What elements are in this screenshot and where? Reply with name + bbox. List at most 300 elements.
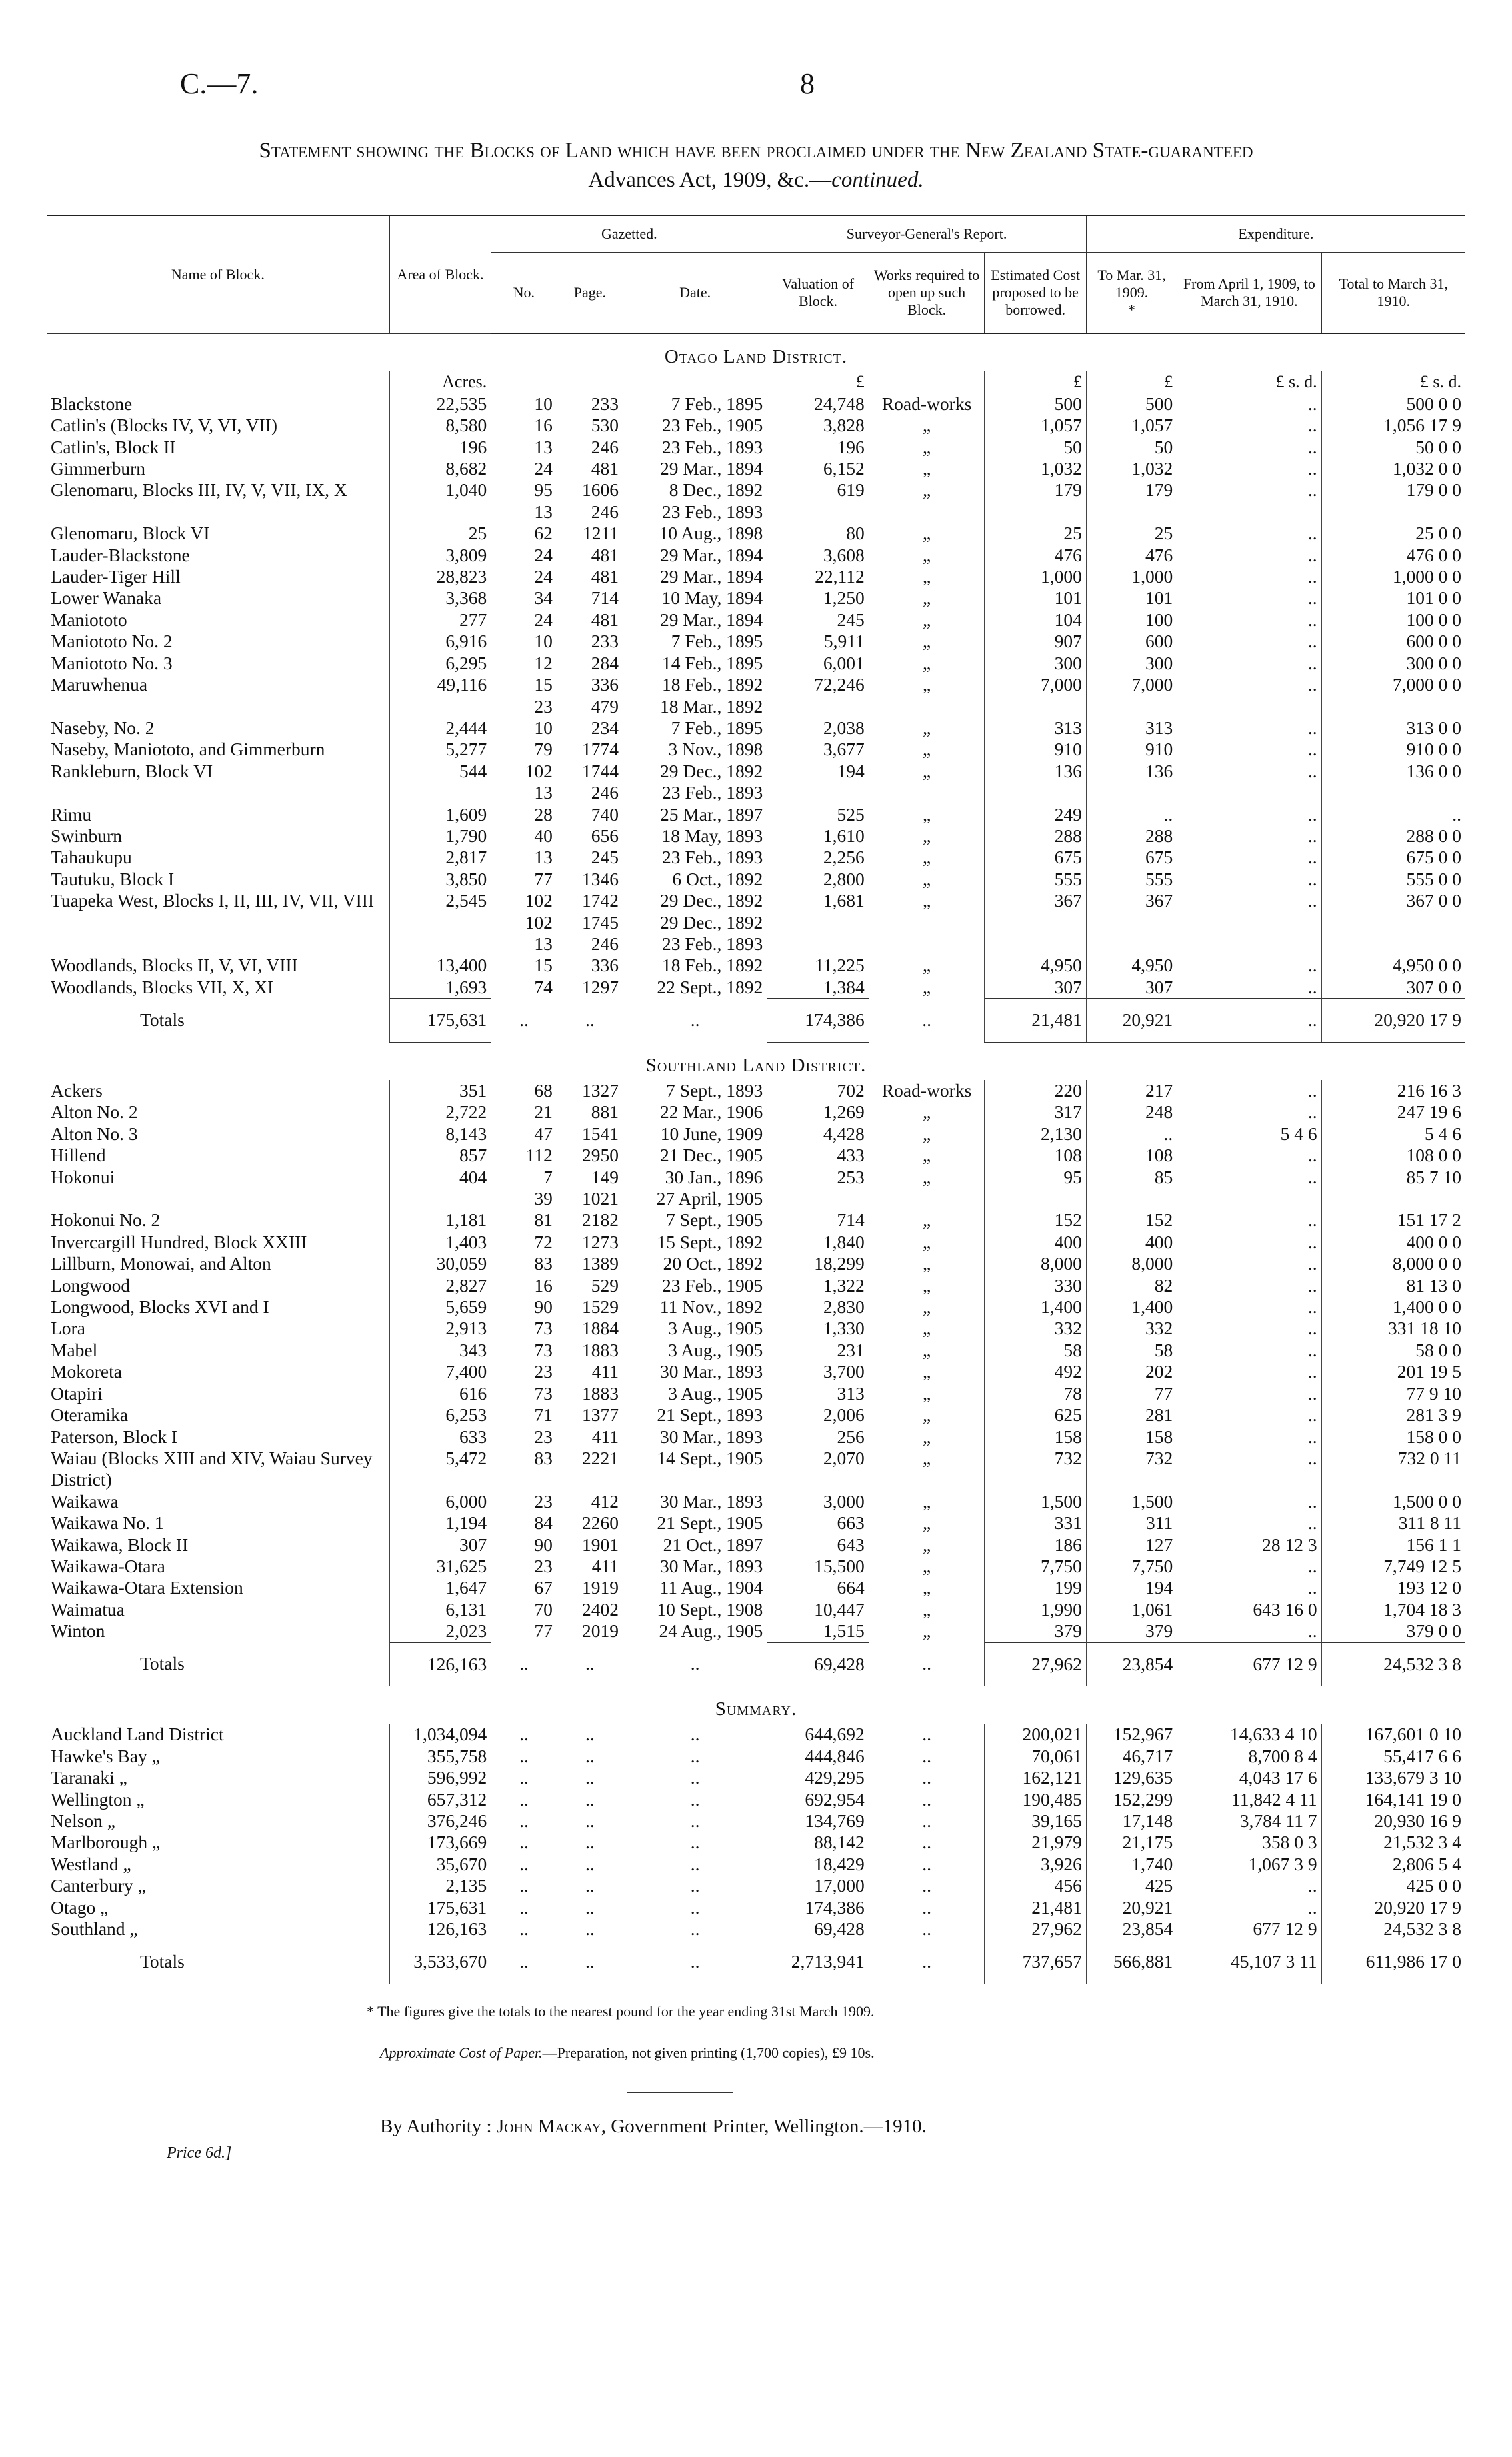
from-april-cell: .. xyxy=(1177,804,1321,825)
from-april-cell: .. xyxy=(1177,609,1321,631)
block-name: Woodlands, Blocks II, V, VI, VIII xyxy=(51,955,298,976)
col-expenditure: Expenditure. xyxy=(1086,215,1465,253)
estimated-cell: 675 xyxy=(985,847,1086,868)
gazette-date-cell: 20 Oct., 1892 xyxy=(623,1253,767,1274)
to-mar-cell: 910 xyxy=(1086,739,1177,760)
from-april-cell: .. xyxy=(1177,545,1321,566)
works-cell: „ xyxy=(869,761,985,804)
gazette-date-cell: 3 Aug., 1905 xyxy=(623,1340,767,1361)
area-cell: 343 xyxy=(389,1340,491,1361)
estimated-cell: 136 xyxy=(985,761,1086,804)
to-mar-cell: 4,950 xyxy=(1086,955,1177,976)
total-cell: 24,532 3 8 xyxy=(1321,1918,1465,1940)
block-name: Auckland Land District xyxy=(51,1724,224,1745)
gazette-no-cell: .. xyxy=(491,1832,557,1853)
col-survey: Surveyor-General's Report. xyxy=(767,215,1087,253)
works-cell: „ xyxy=(869,1275,985,1296)
from-april-cell: 1,067 3 9 xyxy=(1177,1854,1321,1875)
from-april-cell: .. xyxy=(1177,955,1321,976)
area-cell: 1,034,094 xyxy=(389,1724,491,1745)
col-estimated: Estimated Cost proposed to be borrowed. xyxy=(985,253,1086,334)
total-cell: .. xyxy=(1321,804,1465,825)
valuation-cell: 69,428 xyxy=(767,1918,869,1940)
block-name: Alton No. 2 xyxy=(51,1101,138,1123)
table-row xyxy=(47,1448,1465,1491)
gazette-page-cell: .. xyxy=(557,1897,623,1918)
gazette-date-cell: 14 Sept., 1905 xyxy=(623,1448,767,1491)
totals-page: .. xyxy=(557,999,623,1042)
valuation-cell: 3,608 xyxy=(767,545,869,566)
gazette-date-cell: 23 Feb., 1905 xyxy=(623,1275,767,1296)
gazette-no-cell: 24 xyxy=(491,609,557,631)
gazette-no-cell: 28 xyxy=(491,804,557,825)
block-name: Otapiri xyxy=(51,1382,103,1404)
total-cell: 193 12 0 xyxy=(1321,1577,1465,1598)
area-cell: 2,817 xyxy=(389,847,491,868)
estimated-cell: 492 xyxy=(985,1361,1086,1382)
valuation-cell: 17,000 xyxy=(767,1875,869,1896)
totals-label: Totals xyxy=(140,1009,185,1030)
total-cell: 1,000 0 0 xyxy=(1321,566,1465,587)
statement-title xyxy=(47,136,1465,195)
gazette-no-cell: 62 xyxy=(491,523,557,544)
gazette-date-cell: 23 Feb., 1893 xyxy=(623,437,767,458)
totals-valuation: 69,428 xyxy=(767,1642,869,1686)
table-row xyxy=(47,1123,1465,1145)
area-cell: 6,131 xyxy=(389,1599,491,1620)
gazette-page-cell: 1327 xyxy=(557,1080,623,1101)
block-name: Woodlands, Blocks VII, X, XI xyxy=(51,976,274,997)
summary-heading-row xyxy=(47,1686,1465,1724)
gazette-no-cell: 34 xyxy=(491,587,557,609)
gazette-page-cell: .. xyxy=(557,1724,623,1745)
table-row xyxy=(47,415,1465,436)
block-name: Mabel xyxy=(51,1339,98,1360)
works-cell: „ xyxy=(869,653,985,674)
blocks-table xyxy=(47,215,1465,1984)
title-line-2: Advances Act, 1909, &c.—continued. xyxy=(588,168,924,192)
from-april-cell: 4,043 17 6 xyxy=(1177,1767,1321,1788)
to-mar-cell: 8,000 xyxy=(1086,1253,1177,1274)
from-april-cell: .. xyxy=(1177,717,1321,739)
document-reference: C.—7. xyxy=(180,67,259,100)
block-name: Waimatua xyxy=(51,1598,125,1620)
gazette-date-cell: 3 Aug., 1905 xyxy=(623,1383,767,1404)
works-cell: „ xyxy=(869,1577,985,1598)
works-cell: „ xyxy=(869,1448,985,1491)
block-name: Blackstone xyxy=(51,393,133,414)
from-april-cell: .. xyxy=(1177,761,1321,804)
table-row xyxy=(47,1746,1465,1767)
total-cell: 58 0 0 xyxy=(1321,1340,1465,1361)
gazette-date-cell: 18 May, 1893 xyxy=(623,825,767,847)
table-row xyxy=(47,1556,1465,1577)
gazette-no-cell: 68 xyxy=(491,1080,557,1101)
totals-no: .. xyxy=(491,999,557,1042)
document-page xyxy=(47,67,1465,2162)
works-cell: „ xyxy=(869,1512,985,1534)
totals-date: .. xyxy=(623,999,767,1042)
unit-cell: Acres. xyxy=(389,371,491,393)
gazette-date-cell: 29 Mar., 1894 xyxy=(623,566,767,587)
estimated-cell: 317 xyxy=(985,1101,1086,1123)
totals-from-april: .. xyxy=(1177,999,1321,1042)
southland-totals-row xyxy=(47,1642,1465,1686)
block-name: Lora xyxy=(51,1318,85,1339)
estimated-cell: 476 xyxy=(985,545,1086,566)
area-cell: 6,253 xyxy=(389,1404,491,1426)
table-row xyxy=(47,1854,1465,1875)
to-mar-cell: 1,032 xyxy=(1086,458,1177,479)
from-april-cell: .. xyxy=(1177,1340,1321,1361)
gazette-no-cell: .. xyxy=(491,1746,557,1767)
total-cell: 151 17 2 xyxy=(1321,1209,1465,1231)
total-cell: 400 0 0 xyxy=(1321,1232,1465,1253)
estimated-cell: 3,926 xyxy=(985,1854,1086,1875)
table-row xyxy=(47,869,1465,890)
totals-area: 175,631 xyxy=(389,999,491,1042)
totals-total: 20,920 17 9 xyxy=(1321,999,1465,1042)
valuation-cell: 22,112 xyxy=(767,566,869,587)
gazette-no-cell: 23 xyxy=(491,1361,557,1382)
totals-valuation: 174,386 xyxy=(767,999,869,1042)
gazette-page-cell: 1744 246 xyxy=(557,761,623,804)
gazette-no-cell: 24 xyxy=(491,458,557,479)
gazette-page-cell: 411 xyxy=(557,1361,623,1382)
table-row xyxy=(47,977,1465,999)
valuation-cell: 2,256 xyxy=(767,847,869,868)
works-cell: „ xyxy=(869,1426,985,1448)
area-cell: 1,693 xyxy=(389,977,491,999)
estimated-cell: 220 xyxy=(985,1080,1086,1101)
gazette-date-cell: 18 Feb., 1892 18 Mar., 1892 xyxy=(623,674,767,717)
gazette-page-cell: 1884 xyxy=(557,1318,623,1339)
gazette-page-cell: 1377 xyxy=(557,1404,623,1426)
from-april-cell: .. xyxy=(1177,1620,1321,1642)
works-cell: „ xyxy=(869,1491,985,1512)
gazette-page-cell: 149 1021 xyxy=(557,1167,623,1210)
estimated-cell: 330 xyxy=(985,1275,1086,1296)
gazette-page-cell: 412 xyxy=(557,1491,623,1512)
estimated-cell: 70,061 xyxy=(985,1746,1086,1767)
unit-cell: £ s. d. xyxy=(1321,371,1465,393)
works-cell: „ xyxy=(869,1101,985,1123)
valuation-cell: 15,500 xyxy=(767,1556,869,1577)
gazette-date-cell: 8 Dec., 1892 23 Feb., 1893 xyxy=(623,479,767,523)
block-name: Maniototo No. 3 xyxy=(51,652,173,673)
gazette-page-cell: 2221 xyxy=(557,1448,623,1491)
block-name: Invercargill Hundred, Block XXIII xyxy=(51,1231,307,1252)
to-mar-cell: 600 xyxy=(1086,631,1177,652)
from-april-cell: .. xyxy=(1177,415,1321,436)
works-cell: „ xyxy=(869,1123,985,1145)
table-row xyxy=(47,1620,1465,1642)
area-cell: 30,059 xyxy=(389,1253,491,1274)
area-cell: 1,790 xyxy=(389,825,491,847)
gazette-page-cell: 881 xyxy=(557,1101,623,1123)
totals-date: .. xyxy=(623,1642,767,1686)
estimated-cell: 7,750 xyxy=(985,1556,1086,1577)
valuation-cell: 1,515 xyxy=(767,1620,869,1642)
total-cell: 732 0 11 xyxy=(1321,1448,1465,1491)
otago-heading-row xyxy=(47,333,1465,371)
from-april-cell: .. xyxy=(1177,1296,1321,1318)
valuation-cell: 525 xyxy=(767,804,869,825)
gazette-no-cell: 16 xyxy=(491,1275,557,1296)
gazette-date-cell: 30 Jan., 1896 27 April, 1905 xyxy=(623,1167,767,1210)
gazette-date-cell: 11 Aug., 1904 xyxy=(623,1577,767,1598)
gazette-no-cell: 10 xyxy=(491,393,557,415)
unit-cell: £ s. d. xyxy=(1177,371,1321,393)
to-mar-cell: 1,057 xyxy=(1086,415,1177,436)
table-row xyxy=(47,393,1465,415)
estimated-cell: 50 xyxy=(985,437,1086,458)
from-april-cell: .. xyxy=(1177,1491,1321,1512)
works-cell: „ xyxy=(869,1167,985,1210)
area-cell: 1,040 xyxy=(389,479,491,523)
gazette-no-cell: .. xyxy=(491,1854,557,1875)
totals-estimated: 27,962 xyxy=(985,1642,1086,1686)
gazette-no-cell: .. xyxy=(491,1918,557,1940)
works-cell: „ xyxy=(869,1361,985,1382)
estimated-cell: 367 xyxy=(985,890,1086,955)
works-cell: .. xyxy=(869,1724,985,1745)
to-mar-cell: 85 xyxy=(1086,1167,1177,1210)
works-cell: „ xyxy=(869,1318,985,1339)
estimated-cell: 108 xyxy=(985,1145,1086,1166)
valuation-cell: 1,330 xyxy=(767,1318,869,1339)
gazette-no-cell: 90 xyxy=(491,1296,557,1318)
block-name: Longwood xyxy=(51,1274,131,1296)
works-cell: .. xyxy=(869,1832,985,1853)
from-april-cell: .. xyxy=(1177,1080,1321,1101)
footnote: * The figures give the totals to the nearest pound for the year ending 31st March 1909. xyxy=(367,2002,875,2020)
block-name: Waikawa xyxy=(51,1490,119,1512)
estimated-cell: 332 xyxy=(985,1318,1086,1339)
gazette-no-cell: 23 xyxy=(491,1491,557,1512)
valuation-cell: 134,769 xyxy=(767,1810,869,1832)
col-page: Page. xyxy=(557,253,623,334)
from-april-cell: .. xyxy=(1177,523,1321,544)
gazette-date-cell: 10 May, 1894 xyxy=(623,587,767,609)
total-cell: 1,704 18 3 xyxy=(1321,1599,1465,1620)
gazette-date-cell: 21 Sept., 1893 xyxy=(623,1404,767,1426)
gazette-date-cell: .. xyxy=(623,1832,767,1853)
gazette-date-cell: .. xyxy=(623,1810,767,1832)
gazette-date-cell: 3 Nov., 1898 xyxy=(623,739,767,760)
estimated-cell: 1,032 xyxy=(985,458,1086,479)
total-cell: 367 0 0 xyxy=(1321,890,1465,955)
works-cell: „ xyxy=(869,1253,985,1274)
gazette-date-cell: 30 Mar., 1893 xyxy=(623,1491,767,1512)
gazette-date-cell: .. xyxy=(623,1746,767,1767)
to-mar-cell: 46,717 xyxy=(1086,1746,1177,1767)
works-cell: Road-works xyxy=(869,393,985,415)
gazette-no-cell: 12 xyxy=(491,653,557,674)
from-april-cell: .. xyxy=(1177,437,1321,458)
table-row xyxy=(47,1145,1465,1166)
area-cell: 2,135 xyxy=(389,1875,491,1896)
to-mar-cell: 217 xyxy=(1086,1080,1177,1101)
gazette-no-cell: 102 102 13 xyxy=(491,890,557,955)
area-cell: 31,625 xyxy=(389,1556,491,1577)
gazette-date-cell: 7 Feb., 1895 xyxy=(623,393,767,415)
area-cell: 3,368 xyxy=(389,587,491,609)
gazette-no-cell: 15 xyxy=(491,955,557,976)
gazette-no-cell: 67 xyxy=(491,1577,557,1598)
estimated-cell: 7,000 xyxy=(985,674,1086,717)
from-april-cell: .. xyxy=(1177,890,1321,955)
valuation-cell: 253 xyxy=(767,1167,869,1210)
gazette-date-cell: 7 Sept., 1893 xyxy=(623,1080,767,1101)
col-no: No. xyxy=(491,253,557,334)
valuation-cell: 644,692 xyxy=(767,1724,869,1745)
total-cell: 133,679 3 10 xyxy=(1321,1767,1465,1788)
block-name: Marlborough „ xyxy=(51,1832,161,1853)
block-name: Hillend xyxy=(51,1145,106,1166)
gazette-date-cell: 18 Feb., 1892 xyxy=(623,955,767,976)
gazette-no-cell: 95 13 xyxy=(491,479,557,523)
total-cell: 5 4 6 xyxy=(1321,1123,1465,1145)
gazette-date-cell: 30 Mar., 1893 xyxy=(623,1556,767,1577)
total-cell: 20,930 16 9 xyxy=(1321,1810,1465,1832)
page-number: 8 xyxy=(800,67,815,100)
gazette-date-cell: 7 Feb., 1895 xyxy=(623,717,767,739)
area-cell: 3,850 xyxy=(389,869,491,890)
area-cell: 35,670 xyxy=(389,1854,491,1875)
valuation-cell: 643 xyxy=(767,1534,869,1556)
summary-totals-row xyxy=(47,1940,1465,1984)
area-cell: 2,545 xyxy=(389,890,491,955)
area-cell: 633 xyxy=(389,1426,491,1448)
table-row xyxy=(47,1426,1465,1448)
to-mar-cell: 194 xyxy=(1086,1577,1177,1598)
area-cell: 6,295 xyxy=(389,653,491,674)
total-cell: 156 1 1 xyxy=(1321,1534,1465,1556)
block-name: Catlin's, Block II xyxy=(51,436,176,457)
district-heading: Summary. xyxy=(715,1698,797,1720)
block-name: Lauder-Tiger Hill xyxy=(51,566,181,587)
estimated-cell: 95 xyxy=(985,1167,1086,1210)
gazette-date-cell: 7 Feb., 1895 xyxy=(623,631,767,652)
to-mar-cell: 288 xyxy=(1086,825,1177,847)
total-cell: 7,749 12 5 xyxy=(1321,1556,1465,1577)
unit-cell: £ xyxy=(985,371,1086,393)
total-cell: 20,920 17 9 xyxy=(1321,1897,1465,1918)
valuation-cell: 18,299 xyxy=(767,1253,869,1274)
valuation-cell: 2,038 xyxy=(767,717,869,739)
from-april-cell: .. xyxy=(1177,1145,1321,1166)
valuation-cell: 3,677 xyxy=(767,739,869,760)
table-row xyxy=(47,825,1465,847)
from-april-cell: 5 4 6 xyxy=(1177,1123,1321,1145)
estimated-cell: 313 xyxy=(985,717,1086,739)
total-cell: 379 0 0 xyxy=(1321,1620,1465,1642)
table-row xyxy=(47,631,1465,652)
gazette-no-cell: .. xyxy=(491,1810,557,1832)
area-cell: 2,023 xyxy=(389,1620,491,1642)
table-row xyxy=(47,1232,1465,1253)
valuation-cell: 1,610 xyxy=(767,825,869,847)
total-cell: 288 0 0 xyxy=(1321,825,1465,847)
gazette-page-cell: 1389 xyxy=(557,1253,623,1274)
area-cell: 8,143 xyxy=(389,1123,491,1145)
from-april-cell: .. xyxy=(1177,1512,1321,1534)
gazette-no-cell: .. xyxy=(491,1724,557,1745)
table-row xyxy=(47,458,1465,479)
col-from-april: From April 1, 1909, to March 31, 1910. xyxy=(1177,253,1321,334)
from-april-cell: .. xyxy=(1177,1253,1321,1274)
to-mar-cell: 58 xyxy=(1086,1340,1177,1361)
total-cell: 167,601 0 10 xyxy=(1321,1724,1465,1745)
gazette-page-cell: .. xyxy=(557,1767,623,1788)
total-cell: 1,032 0 0 xyxy=(1321,458,1465,479)
works-cell: „ xyxy=(869,717,985,739)
table-row xyxy=(47,1534,1465,1556)
area-cell: 1,403 xyxy=(389,1232,491,1253)
from-april-cell: .. xyxy=(1177,1897,1321,1918)
works-cell: „ xyxy=(869,1145,985,1166)
to-mar-cell: 300 xyxy=(1086,653,1177,674)
block-name: Taranaki „ xyxy=(51,1767,127,1788)
from-april-cell: .. xyxy=(1177,393,1321,415)
gazette-no-cell: .. xyxy=(491,1897,557,1918)
total-cell: 136 0 0 xyxy=(1321,761,1465,804)
gazette-page-cell: 336 479 xyxy=(557,674,623,717)
valuation-cell: 1,322 xyxy=(767,1275,869,1296)
works-cell: „ xyxy=(869,674,985,717)
valuation-cell: 444,846 xyxy=(767,1746,869,1767)
unit-cell xyxy=(869,371,985,393)
to-mar-cell: 281 xyxy=(1086,1404,1177,1426)
total-cell: 311 8 11 xyxy=(1321,1512,1465,1534)
to-mar-cell: 100 xyxy=(1086,609,1177,631)
table-row xyxy=(47,1296,1465,1318)
estimated-cell: 39,165 xyxy=(985,1810,1086,1832)
from-april-cell: .. xyxy=(1177,479,1321,523)
gazette-page-cell: 481 xyxy=(557,566,623,587)
table-row xyxy=(47,1810,1465,1832)
to-mar-cell: 152 xyxy=(1086,1209,1177,1231)
gazette-page-cell: 1774 xyxy=(557,739,623,760)
gazette-date-cell: 21 Oct., 1897 xyxy=(623,1534,767,1556)
from-april-cell: .. xyxy=(1177,653,1321,674)
area-cell: 126,163 xyxy=(389,1918,491,1940)
block-name: Tautuku, Block I xyxy=(51,868,175,889)
valuation-cell: 663 xyxy=(767,1512,869,1534)
area-cell: 6,916 xyxy=(389,631,491,652)
valuation-cell: 24,748 xyxy=(767,393,869,415)
table-row xyxy=(47,1318,1465,1339)
to-mar-cell: 17,148 xyxy=(1086,1810,1177,1832)
from-april-cell: .. xyxy=(1177,1361,1321,1382)
gazette-no-cell: .. xyxy=(491,1875,557,1896)
total-cell: 910 0 0 xyxy=(1321,739,1465,760)
from-april-cell: .. xyxy=(1177,1448,1321,1491)
valuation-cell: 88,142 xyxy=(767,1832,869,1853)
col-valuation: Valuation of Block. xyxy=(767,253,869,334)
gazette-page-cell: .. xyxy=(557,1789,623,1810)
block-name: Waikawa, Block II xyxy=(51,1534,189,1555)
to-mar-cell: 332 xyxy=(1086,1318,1177,1339)
gazette-no-cell: 81 xyxy=(491,1209,557,1231)
table-row xyxy=(47,1512,1465,1534)
to-mar-cell: 7,750 xyxy=(1086,1556,1177,1577)
valuation-cell: 1,269 xyxy=(767,1101,869,1123)
totals-from-april: 677 12 9 xyxy=(1177,1642,1321,1686)
valuation-cell: 692,954 xyxy=(767,1789,869,1810)
gazette-page-cell: 1919 xyxy=(557,1577,623,1598)
